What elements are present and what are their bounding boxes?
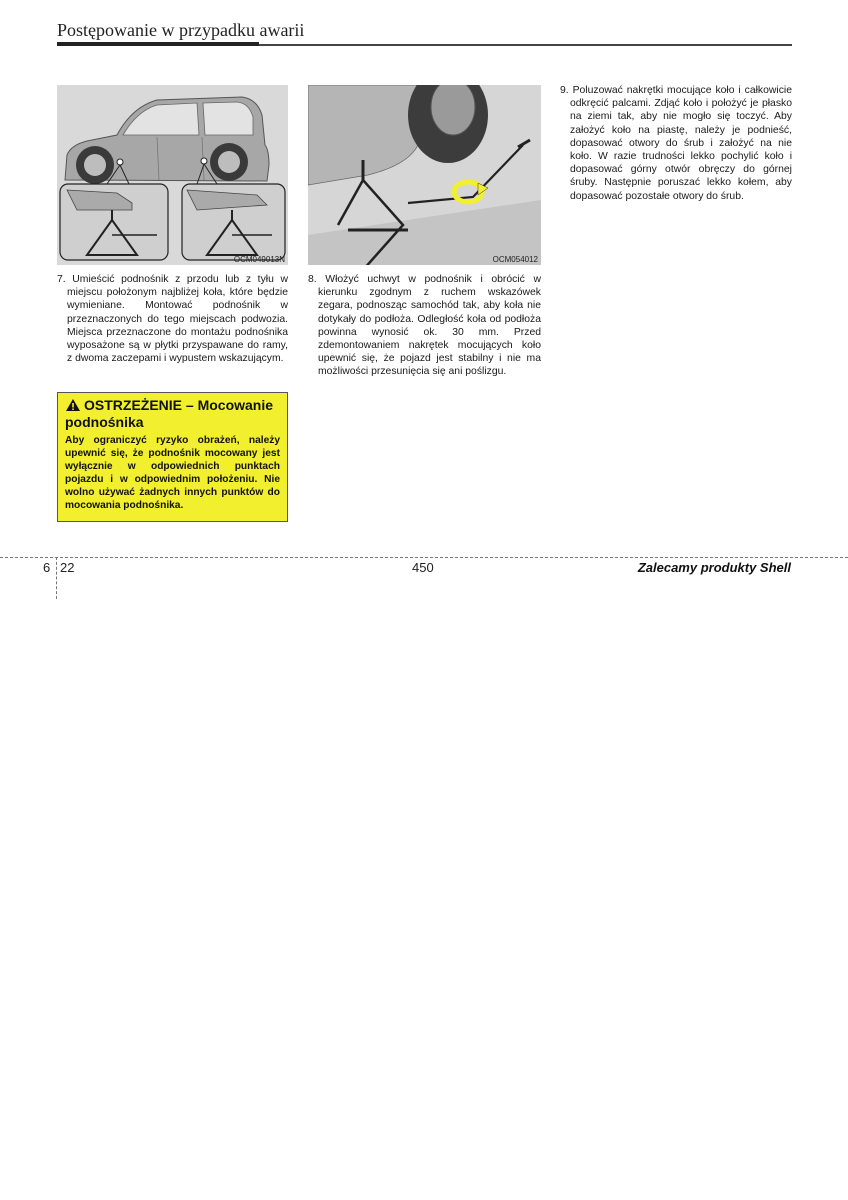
footer-dashed-divider	[56, 557, 57, 599]
header-rule-thin	[259, 44, 792, 46]
warning-box	[57, 392, 288, 522]
step-9-paragraph: 9. Poluzować nakrętki mocujące koło i całkowicie odkręcić palcami. Zdjąć koło i położyć je płasko na ziemi tak, aby nie mogło się toczyć. Aby założyć koło na piastę, należy je podnieść, dopasować otwory do śrub i założyć na nie koło. W razie trudności lekko pochylić koło i dopasować górny otwór obręczy do górnej śruby. Następnie poruszać lekko kołem, aby dopasować pozostałe otwory do śrub.	[560, 85, 792, 202]
warning-body: Aby ograniczyć ryzyko obrażeń, należy upewnić się, że podnośnik mocowany jest wyłącznie w odpowiednich punktach pojazdu i w odpowiednim położeniu. Nie wolno używać żadnych innych punktów do mocowania podnośnika.	[65, 435, 280, 511]
car-jack-points-illustration	[57, 85, 288, 265]
footer-brand: Zalecamy produkty Shell	[637, 560, 791, 575]
step-9-text	[560, 84, 792, 203]
jack-handle-illustration	[308, 85, 541, 265]
step-7-text	[57, 273, 288, 365]
page-header-title: Postępowanie w przypadku awarii	[57, 20, 305, 40]
figure-code-mid: OCM054012	[492, 255, 538, 264]
figure-code-left: OCM049013N	[233, 255, 285, 264]
footer-section-number: 6	[43, 560, 51, 575]
warning-triangle-icon	[65, 398, 81, 415]
warning-title: OSTRZEŻENIE – Mocowanie podnośnika	[65, 397, 274, 430]
step-7-paragraph: 7. Umieścić podnośnik z przodu lub z tyłu w miejscu położonym najbliżej koła, które będzie wymieniane. Montować podnośnik w przeznaczonych do tego miejscach podwozia. Miejsca przeznaczone do montażu podnośnika wyposażone są w płytki przyspawane do ramy, z dwoma zaczepami i wypustem wskazującym.	[57, 274, 288, 365]
footer-section-page: 22	[60, 560, 75, 575]
step-8-text	[308, 273, 541, 379]
warning-heading	[65, 398, 280, 430]
footer-dashed-rule	[0, 557, 848, 558]
footer-page-number: 450	[412, 560, 434, 575]
header-rule-thick	[57, 42, 259, 46]
figure-jack-handle	[308, 85, 541, 265]
step-8-paragraph: 8. Włożyć uchwyt w podnośnik i obrócić w kierunku zgodnym z ruchem wskazówek zegara, podnosząc samochód tak, aby koła nie dotykały do podłoża. Odległość koła od podłoża powinna wynosić ok. 30 mm. Przed zdemontowaniem nakrętek mocujących koło upewnić się, że pojazd jest stabilny i nie ma możliwości przesunięcia się ani poślizgu.	[308, 274, 541, 378]
figure-jack-points	[57, 85, 288, 265]
